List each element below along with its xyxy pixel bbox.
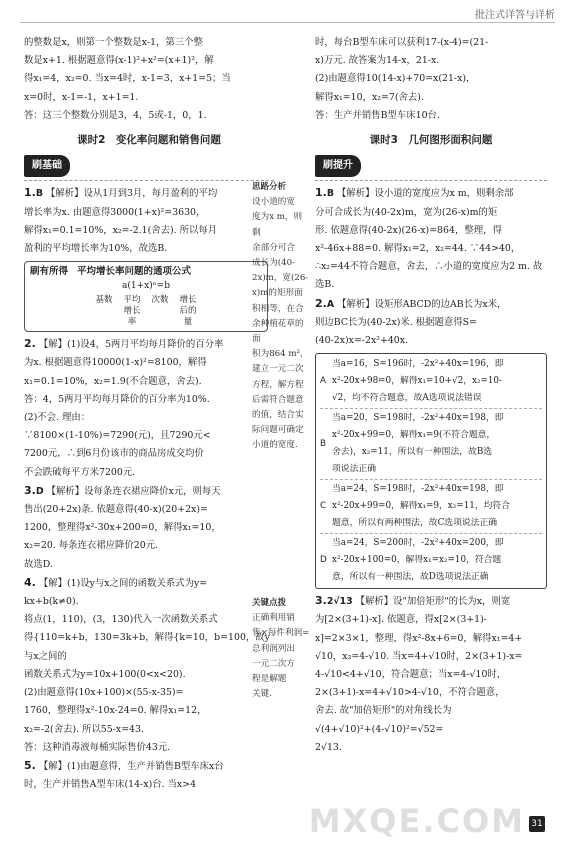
text-line: 当a=20，S=198时，-2x²+40x=198，即 [332, 413, 504, 424]
text-line: 的整数是x，则第一个整数是x-1，第三个整 [24, 37, 203, 48]
text-line: 数是x+1. 根据题意得(x-1)²+x²=(x+1)²，解 [24, 55, 214, 67]
answer: 2√13 [326, 596, 353, 608]
text-line: 答：这种消毒液每桶实际售价43元. [24, 741, 171, 753]
box-title: 平均增长率问题的通项公式 [77, 266, 192, 278]
question-number: 2. [24, 337, 36, 351]
side-note-line: 方程，解方程 [252, 379, 304, 390]
option-row-a [320, 356, 542, 407]
text-line: 增长率为x. 由题意得3000(1+x)²=3630， [24, 206, 206, 218]
option-text [332, 481, 542, 532]
lesson-2-title: 课时2 变化率问题和销售问题 [77, 134, 221, 147]
side-note-line: 正确利用销 [252, 613, 295, 624]
answer: A [326, 298, 335, 310]
text-line: 则边BC长为(40-2x)米. 根据题意得S= [315, 316, 477, 328]
text-line: (40-2x)x=-2x²+40x. [315, 335, 409, 347]
text-line: 函数关系式为y=10x+100(0<x<20). [24, 668, 186, 680]
text-line: 将点(1，110)，(3，130)代入一次函数关系式 [24, 614, 218, 626]
text-line: 分可合成长为(40-2x)m，宽为(26-x)m的矩 [315, 206, 498, 218]
text-line: 答：4，5两月平均每月降价的百分率为10%. [24, 393, 210, 405]
side-note-line: 度为x m，则剩 [252, 212, 303, 238]
text-line: 得{110=k+b，130=3k+b，解得{k=10，b=100，故y与x之间的 [24, 632, 270, 662]
text-line: x²-46x+88=0. 解得x₁=2，x₂=44. ∵44>40， [315, 243, 521, 255]
text-line: (2)不会. 理由： [24, 412, 91, 424]
intro-text [24, 34, 274, 125]
text-line: 【解】(1)设y与x之间的函数关系式为y= [38, 577, 208, 589]
side-note-heading: 关键点拨 [252, 598, 287, 608]
box-tab: 刷有所得 [30, 266, 69, 278]
side-note-line: 后需符合题意 [252, 394, 304, 405]
side-note-line: 余种植花草的面 [252, 318, 304, 345]
side-note-analysis [252, 180, 310, 454]
option-row-c [320, 481, 542, 532]
text-line: 【解析】设每条连衣裙应降价x元，则每天 [46, 485, 221, 497]
side-note-text [252, 611, 310, 702]
text-line: 当a=24，S=200时，-2x²+40x=200，即 [332, 538, 504, 549]
basic-tag: 刷基础 [24, 155, 70, 177]
question-text [24, 575, 274, 757]
text-line: 【解】(1)由题意得，生产并销售B型车床x台 [38, 760, 224, 772]
text-line: 2√13. [315, 741, 342, 753]
question-1 [24, 184, 274, 258]
answer: B [326, 188, 334, 200]
text-line: 为x. 根据题意得10000(1-x)²=8100，解得 [24, 357, 207, 369]
option-label: B [320, 438, 327, 449]
text-line: 答：生产并销售B型车床10台. [315, 109, 440, 121]
question-2 [24, 335, 274, 482]
question-2 [315, 295, 547, 351]
side-note-line: 总利润列出 [252, 643, 295, 654]
side-note-line: 积相等，在合 [252, 303, 304, 314]
text-line: 选B. [315, 279, 335, 291]
option-text [332, 410, 542, 478]
text-line: x₁=0.1=10%，x₂=1.9(不合题意，舍去). [24, 375, 202, 387]
side-note-text [252, 195, 310, 453]
text-line: 盈利的平均增长率为10%，故选B. [24, 243, 168, 255]
text-line: x²-20x+99=0，解得x₁=9，x₂=11，均符合 [332, 501, 511, 512]
question-4 [24, 574, 274, 757]
text-line: 故选D. [24, 558, 53, 570]
option-label: A [320, 376, 327, 387]
text-line: 1200，整理得x²-30x+200=0，解得x₁=10， [24, 522, 221, 534]
text-line: 题意，所以有两种围法，故C选项说法正确 [332, 518, 498, 529]
text-line: 答：这三个整数分别是3，4，5或-1，0，1. [24, 109, 207, 121]
option-text [332, 535, 542, 586]
text-line: 得x₁=4，x₂=0. 当x=4时，x-1=3，x+1=5；当 [24, 73, 231, 85]
question-text [24, 339, 274, 482]
side-note-line: 2x)m，宽(26- [252, 273, 309, 284]
header-divider [20, 22, 555, 23]
option-text [332, 356, 542, 407]
text-line: 7200元，∴到6月份该市的商品房成交均价 [24, 448, 204, 460]
side-note-line: x)m的矩形面 [252, 288, 303, 299]
option-divider [320, 533, 542, 534]
text-line: √2，均不符合题意，故A选项说法错误 [332, 393, 482, 404]
option-row-b [320, 410, 542, 478]
continued-text [315, 34, 547, 125]
side-note-line: 程是解题 [252, 674, 287, 685]
formula: a(1+x)ⁿ=b [122, 281, 170, 292]
question-3 [315, 592, 547, 757]
text-line: x₂=20. 每条连衣裙应降价20元. [24, 540, 159, 552]
question-number: 1. [24, 186, 36, 200]
side-note-line: 际问题可确定 [252, 425, 304, 436]
text-line: x²-20x+100=0，解得x₁=x₂=10，符合题 [332, 555, 502, 566]
option-label: D [320, 555, 327, 566]
text-line: 为[2×(3+1)-x]. 依题意，得x[2×(3+1)- [315, 614, 487, 626]
question-text [24, 483, 274, 574]
text-line: 1760，整理得x²-10x-24=0. 解得x₁=12， [24, 705, 207, 717]
formula-label: 基数 [95, 295, 113, 306]
text-line: 售出(20+2x)条. 依题意得(40-x)(20+2x)= [24, 504, 208, 516]
text-line: 【解析】设矩形ABCD的边AB长为x米， [337, 298, 507, 310]
text-line: (2)由题意得10(14-x)+70=x(21-x)， [315, 73, 476, 85]
option-divider [320, 408, 542, 409]
question-number: 2. [315, 296, 327, 310]
side-note-heading: 思路分析 [252, 182, 287, 192]
side-note-line: 成长为(40- [252, 258, 295, 269]
watermark: MXQE.COM [308, 802, 525, 840]
text-line: 形. 依题意得(40-2x)(26-x)=864，整理，得 [315, 224, 502, 236]
text-line: x=0时，x-1=-1，x+1=1. [24, 91, 139, 103]
side-note-line: 一元二次方 [252, 658, 295, 669]
side-note-keypoint [252, 596, 310, 702]
text-line: 当a=16，S=196时，-2x²+40x=196，即 [332, 359, 504, 370]
formula-box [24, 261, 268, 332]
question-text [24, 758, 274, 794]
text-line: kx+b(k≠0). [24, 596, 79, 608]
question-text [315, 296, 547, 351]
text-line: x)万元. 故答案为14-x，21-x. [315, 55, 440, 67]
text-line: √(4+√10)²+(4-√10)²=√52= [315, 723, 444, 735]
text-line: 4-√10<4+√10，符合题意；当x=4-√10时， [315, 669, 507, 681]
formula-labels [30, 295, 262, 328]
text-line: x²-20x+99=0，解得x₁=9(不符合题意， [332, 430, 496, 441]
side-note-line: 的值，结合实 [252, 410, 304, 421]
text-line: 舍去)，x₂=11，所以有一种围法，故B选 [332, 447, 493, 458]
option-label: C [320, 501, 327, 512]
text-line: 时，生产并销售A型车床(14-x)台. 当x>4 [24, 779, 197, 791]
question-number: 1. [315, 186, 327, 200]
text-line: x²-20x+98=0，解得x₁=10+√2，x₂=10- [332, 376, 502, 387]
text-line: 解得x₁=0.1=10%，x₂=-2.1(舍去). 所以每月 [24, 224, 218, 236]
text-line: x]=2×3×1，整理，得x²-8x+6=0，解得x₁=4+ [315, 632, 523, 644]
side-note-line: 设小道的宽 [252, 197, 295, 208]
answer: D [35, 485, 44, 497]
side-note-line: 积为864 m²， [252, 349, 309, 360]
text-line: 不会跌破每平方米7200元. [24, 466, 136, 478]
text-line: (2)由题意得(10x+100)×(55-x-35)= [24, 687, 184, 699]
text-line: √10，x₂=4-√10. 当x=4+√10时，2×(3+1)-x= [315, 650, 523, 662]
page-number: 31 [529, 816, 545, 832]
side-note-line: 关键. [252, 689, 272, 700]
formula-label: 次数 [151, 295, 169, 306]
formula-label: 增长后的量 [179, 295, 197, 328]
text-line: 【解析】设小道的宽度应为x m，则剩余部 [336, 188, 514, 200]
right-column [315, 34, 547, 757]
text-line: 【解析】设"加倍矩形"的长为x，则宽 [355, 596, 511, 608]
side-note-line: 售×每件利润= [252, 628, 310, 639]
text-line: ∵8100×(1-10%)=7290(元)，且7290元< [24, 430, 211, 442]
question-text [315, 188, 547, 294]
question-number: 3. [24, 483, 36, 497]
text-line: x₂=-2(舍去). 所以55-x=43. [24, 723, 144, 735]
question-text [315, 596, 547, 757]
text-line: 意，所以有一种围法，故D选项说法正确 [332, 572, 489, 583]
question-text [24, 188, 274, 258]
question-1 [315, 184, 547, 294]
answer: B [35, 188, 43, 200]
text-line: 【解】(1)设4，5两月平均每月降价的百分率 [38, 339, 224, 351]
left-column [24, 34, 274, 794]
options-table [315, 353, 547, 589]
advanced-tag: 刷提升 [315, 155, 361, 177]
lesson-3-title: 课时3 几何图形面积问题 [369, 134, 493, 147]
question-number: 4. [24, 575, 36, 589]
text-line: 时，每台B型车床可以获利17-(x-4)=(21- [315, 37, 489, 48]
question-number: 3. [315, 594, 327, 608]
formula-label: 平均增长率 [123, 295, 141, 328]
option-row-d [320, 535, 542, 586]
side-note-line: 余部分可合 [252, 242, 295, 253]
text-line: 解得x₁=10，x₂=7(舍去). [315, 91, 424, 103]
text-line: ∴x₂=44不符合题意，舍去，∴小道的宽度应为2 m. 故 [315, 261, 543, 273]
question-3 [24, 482, 274, 574]
text-line: 当a=24，S=198时，-2x²+40x=198，即 [332, 484, 504, 495]
text-line: 项说法正确 [332, 464, 376, 475]
text-line: 2×(3+1)-x=4+√10>4-√10，不符合题意， [315, 687, 505, 699]
text-line: 【解析】设从1月到3月，每月盈利的平均 [45, 188, 218, 200]
side-note-line: 建立一元二次 [252, 364, 304, 375]
side-note-line: 小道的宽度. [252, 440, 298, 451]
question-5 [24, 757, 274, 794]
question-number: 5. [24, 758, 36, 772]
header-title: 批注式详答与详析 [475, 10, 555, 21]
option-divider [320, 479, 542, 480]
text-line: 舍去. 故"加倍矩形"的对角线长为 [315, 705, 452, 717]
